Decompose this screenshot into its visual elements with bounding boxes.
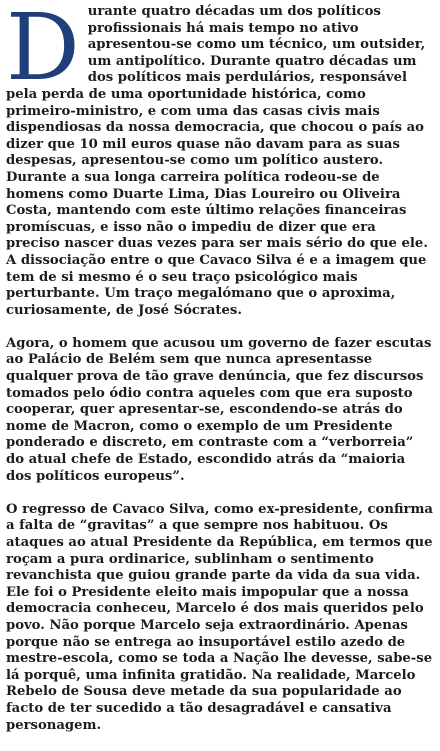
paragraph-2: Agora, o homem que acusou um governo de fazer escutas ao Palácio de Belém sem que nunca apresentasse qualquer prova de tão grave denúncia, que fez discursos tomados pelo ódio contra aqueles com que era suposto cooperar, quer apresentar-se, escondendo-se atrás do nome de Macron, como o exemplo de um Presidente ponderado e discreto, em contraste com a “verborreia” do atual chefe de Estado, escondido atrás da “maioria dos políticos europeus”.	[6, 335, 432, 484]
paragraph-3: O regresso de Cavaco Silva, como ex-presidente, confirma a falta de “gravitas” a que sempre nos habituou. Os ataques ao atual Presidente da República, em termos que roçam a pura ordinarice, sublinham o sentimento revanchista que guiou grande parte da vida da sua vida. Ele foi o Presidente eleito mais impopular que a nossa democracia conheceu, Marcelo é dos mais queridos pelo povo. Não porque Marcelo seja extraordinário. Apenas porque não se entrega ao insuportável estilo azedo de mestre-escola, como se toda a Nação lhe devesse, sabe-se lá porquê, uma infinita gratidão. Na realidade, Marcelo Rebelo de Sousa deve metade da sua popularidade ao facto de ter sucedido a tão desagradável e cansativa personagem.	[6, 501, 433, 733]
paragraph-1	[6, 0, 434, 319]
paragraph-1-text: urante quatro décadas um dos políticos profissionais há mais tempo no ativo apresentou-se como um técnico, um outsider, um antipolítico. Durante quatro décadas um dos políticos mais perdulários, responsável pela perda de uma oportunidade histórica, como primeiro-ministro, e com uma das casas civis mais dispendiosas da nossa democracia, que chocou o país ao dizer que 10 mil euros quase não davam para as suas despesas, apresentou-se como um político austero. Durante a sua longa carreira política rodeou-se de homens como Duarte Lima, Dias Loureiro ou Oliveira Costa, mantendo com este último relações financeiras promíscuas, e isso não o impediu de dizer que era preciso nascer duas vezes para ser mais sério do que ele. A dissociação entre o que Cavaco Silva é e a imagem que tem de si mesmo é o seu traço psicológico mais perturbante. Um traço megalómano que o aproxima, curiosamente, de José Sócrates.	[6, 4, 428, 318]
drop-cap: D	[6, 0, 80, 101]
article-body	[6, 0, 434, 751]
